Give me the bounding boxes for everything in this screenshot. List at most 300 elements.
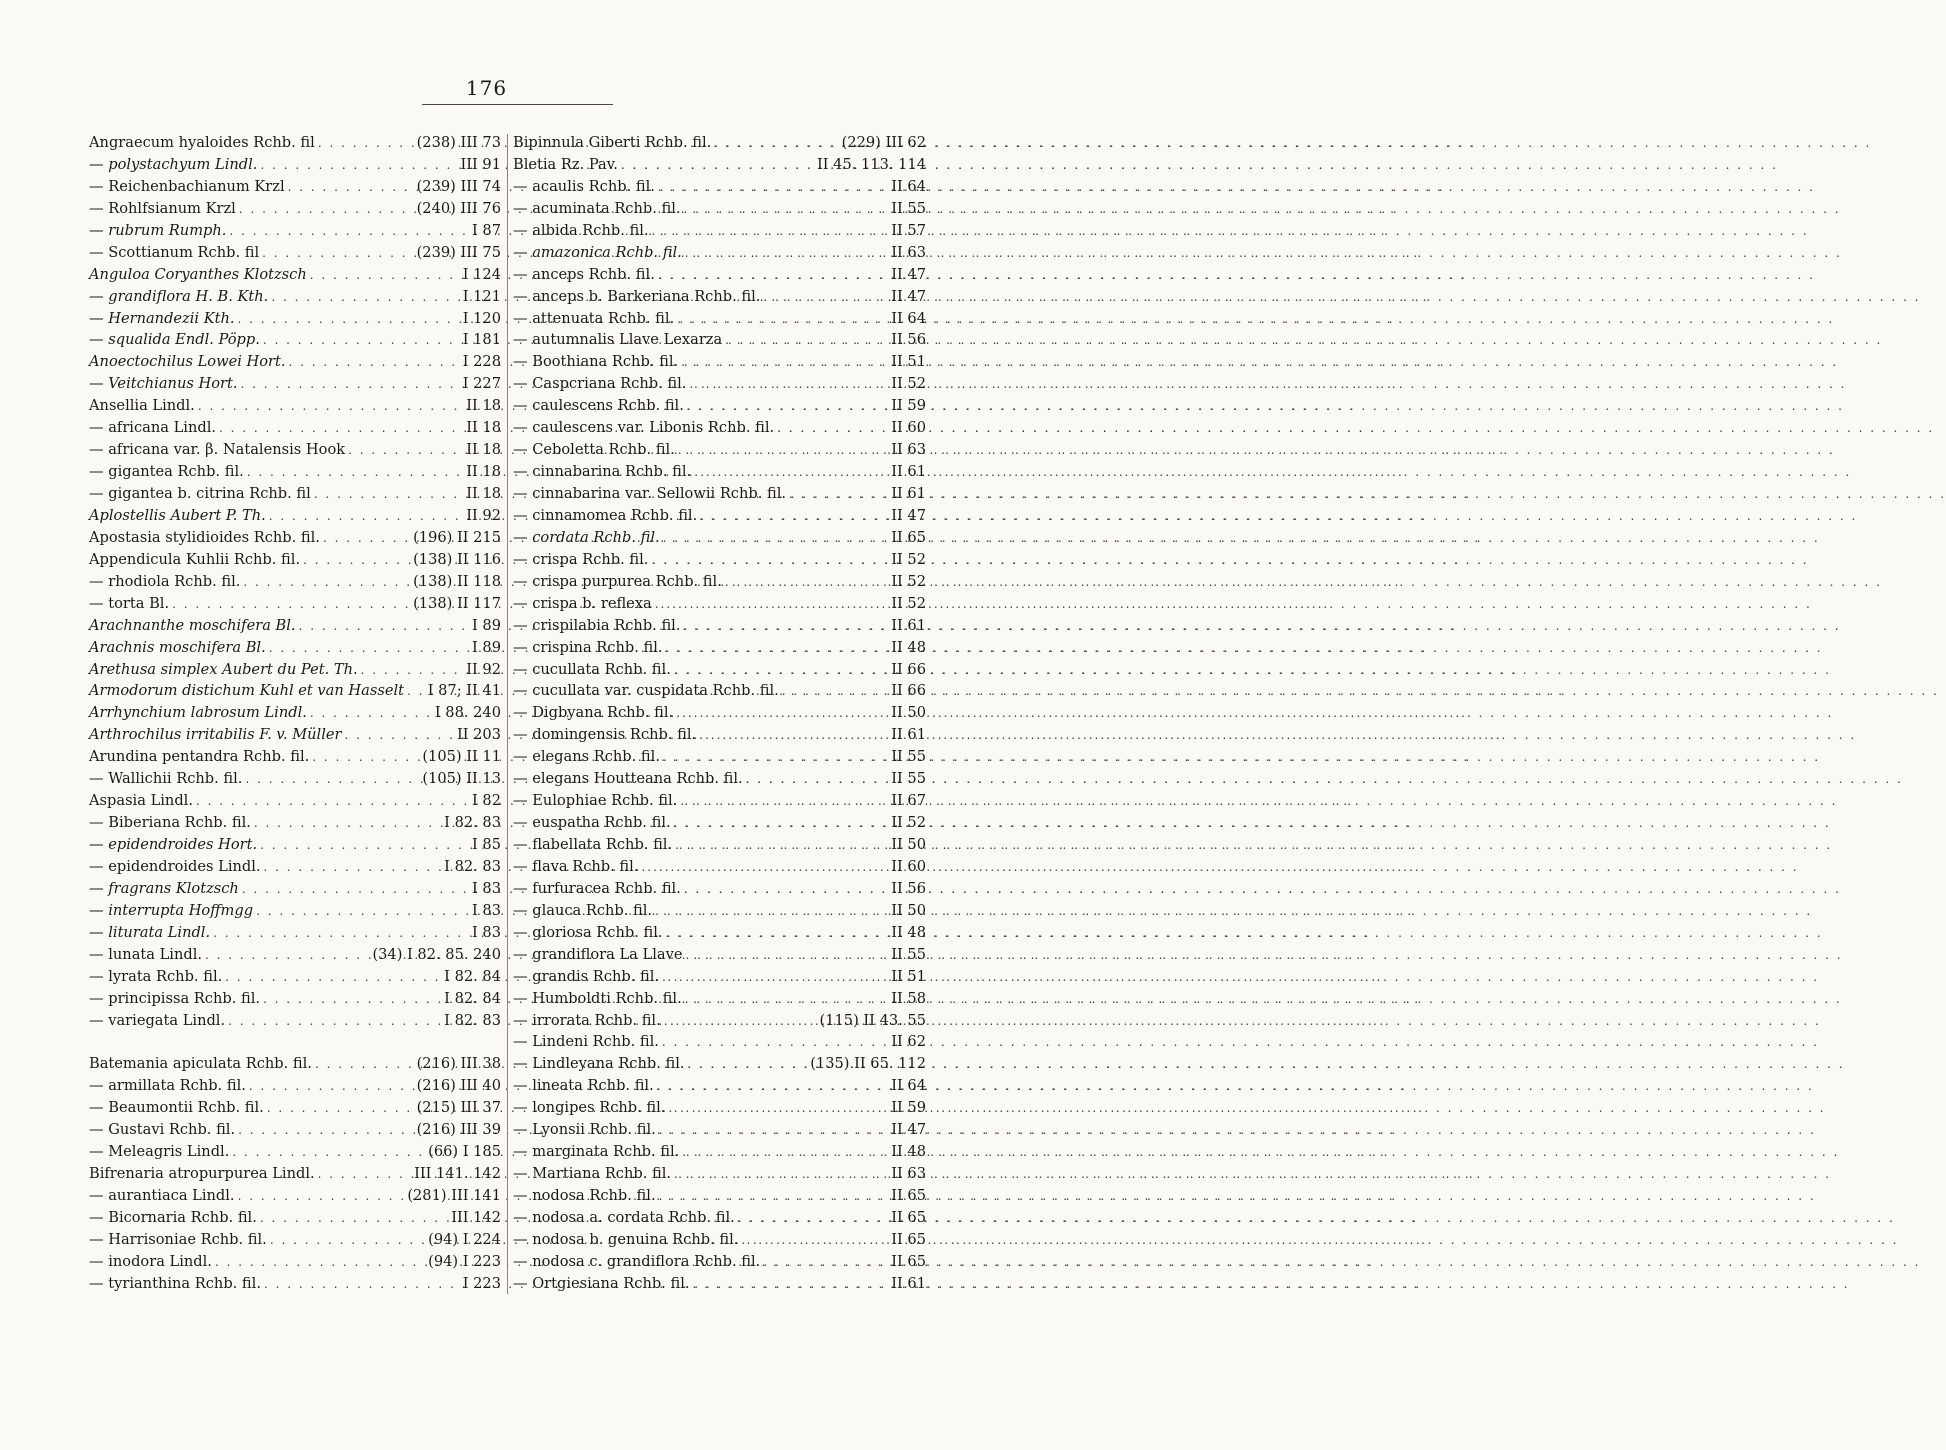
dot-leader xyxy=(228,1011,441,1033)
entry-reference: (105) II 11 xyxy=(422,748,501,766)
dot-leader xyxy=(676,703,888,725)
entry-name: — Digbyana Rchb. fil. xyxy=(513,704,674,722)
entry-reference: II 63 xyxy=(891,243,926,261)
entry-reference: I 83 xyxy=(472,923,501,941)
entry-reference: II 64 xyxy=(891,1077,926,1095)
entry-name: — Lindleyana Rchb. fil. xyxy=(513,1055,685,1073)
entry-name: — elegans Houtteana Rchb. fil. xyxy=(513,770,743,788)
entry-reference: I 87 xyxy=(472,221,501,239)
index-entry xyxy=(89,724,501,746)
entry-name: — elegans Rchb. fil. xyxy=(513,748,660,766)
entry-reference: II 55 xyxy=(891,748,926,766)
entry-name: — Biberiana Rchb. fil. xyxy=(89,814,251,832)
entry-name: — anceps b. Barkeriana Rchb. fil. xyxy=(513,287,761,305)
index-entry xyxy=(89,242,501,264)
dot-leader xyxy=(238,1186,405,1208)
entry-name: — Lindeni Rchb. fil. xyxy=(513,1033,659,1051)
dot-leader xyxy=(267,1098,414,1120)
dot-leader xyxy=(659,1120,888,1142)
index-entry xyxy=(513,132,926,154)
entry-name: — Ceboletta Rchb. fil. xyxy=(513,441,675,459)
entry-name: — cinnabarina Rchb. fil. xyxy=(513,463,692,481)
entry-name: — variegata Lindl. xyxy=(89,1011,226,1029)
entry-reference: II 92 xyxy=(466,506,501,524)
index-entry xyxy=(513,1097,926,1119)
index-entry xyxy=(89,615,501,637)
index-entry xyxy=(89,373,501,395)
index-entry xyxy=(513,834,926,856)
index-entry xyxy=(513,1251,926,1273)
index-entry xyxy=(513,220,926,242)
index-entry xyxy=(513,593,926,615)
entry-name: — Boothiana Rchb. fil. xyxy=(513,353,679,371)
dot-leader xyxy=(681,352,888,374)
entry-reference: II 92 xyxy=(466,660,501,678)
index-entry xyxy=(513,1010,926,1032)
entry-name: Arundina pentandra Rchb. fil. xyxy=(89,748,310,766)
index-entry xyxy=(89,1207,501,1229)
dot-leader xyxy=(674,813,889,835)
dot-leader xyxy=(198,396,463,418)
index-entry xyxy=(89,878,501,900)
entry-reference: II 61 xyxy=(891,726,926,744)
index-entry xyxy=(89,571,501,593)
dot-leader xyxy=(621,155,814,177)
dot-leader xyxy=(655,594,888,616)
dot-leader xyxy=(658,265,888,287)
entry-name: Appendicula Kuhlii Rchb. fil. xyxy=(89,550,301,568)
entry-name: Aspasia Lindl. xyxy=(89,792,193,810)
entry-name: — epidendroides Lindl. xyxy=(89,857,261,875)
index-entry xyxy=(89,351,501,373)
entry-reference: (238) III 73 xyxy=(416,134,501,151)
entry-reference: I 83 xyxy=(472,879,501,897)
entry-reference: II 65 xyxy=(891,1252,926,1270)
dot-leader xyxy=(782,681,888,703)
entry-name: — polystachyum Lindl. xyxy=(89,155,258,173)
entry-name: — Martiana Rchb. fil. xyxy=(513,1165,672,1183)
dot-leader xyxy=(714,133,838,155)
dot-leader xyxy=(260,155,457,177)
dot-leader xyxy=(310,703,432,725)
entry-reference: (105) II 13 xyxy=(422,770,501,788)
entry-reference: II 48 xyxy=(891,1143,926,1161)
entry-reference: (216) III 39 xyxy=(416,1121,501,1139)
index-entry xyxy=(513,878,926,900)
index-entry xyxy=(89,812,501,834)
index-entry xyxy=(89,1273,501,1295)
index-entry xyxy=(89,900,501,922)
index-entry xyxy=(89,549,501,571)
entry-name: — gloriosa Rchb. fil. xyxy=(513,923,663,941)
index-entry xyxy=(513,900,926,922)
dot-leader xyxy=(684,879,888,901)
index-entry xyxy=(513,1185,926,1207)
entry-reference: II 61 xyxy=(891,485,926,502)
index-entry xyxy=(89,1075,501,1097)
entry-name: — Rohlfsianum Krzl xyxy=(89,199,236,217)
dot-leader xyxy=(678,440,888,462)
entry-name: — rubrum Rumph. xyxy=(89,221,227,239)
dot-leader xyxy=(662,967,888,989)
index-entry xyxy=(513,966,926,988)
index-entry xyxy=(89,1097,501,1119)
dot-leader xyxy=(256,901,469,923)
dot-leader xyxy=(666,923,889,945)
entry-name: — acaulis Rchb. fil. xyxy=(513,177,655,195)
index-entry xyxy=(513,373,926,395)
index-column-right xyxy=(513,132,926,1295)
dot-leader xyxy=(687,396,888,418)
dot-leader xyxy=(685,989,889,1011)
entry-reference: III 91 xyxy=(460,155,501,173)
index-entry xyxy=(513,549,926,571)
entry-name: — Meleagris Lindl. xyxy=(89,1143,230,1161)
dot-leader xyxy=(263,989,441,1011)
entry-name: — Eulophiae Rchb. fil. xyxy=(513,792,678,810)
entry-name: — amazonica Rchb. fil. xyxy=(513,243,682,261)
entry-reference: II 65 xyxy=(891,1208,926,1226)
entry-reference: II 63 xyxy=(891,441,926,459)
entry-reference: II 50 xyxy=(891,901,926,919)
entry-name: — irrorata Rchb. fil. xyxy=(513,1011,661,1029)
entry-reference: II 47 xyxy=(891,287,926,305)
entry-name: — euspatha Rchb. fil. xyxy=(513,814,671,832)
index-entry xyxy=(513,944,926,966)
entry-name: — Harrisoniae Rchb. fil. xyxy=(89,1230,267,1248)
entry-name: — tyrianthina Rchb. fil. xyxy=(89,1274,261,1292)
index-entry xyxy=(513,198,926,220)
entry-name: Batemania apiculata Rchb. fil. xyxy=(89,1055,312,1073)
entry-name: — Caspcriana Rchb. fil. xyxy=(513,375,687,393)
entry-name: — interrupta Hoffmgg xyxy=(89,901,254,919)
entry-reference: I 121 xyxy=(462,287,501,305)
dot-leader xyxy=(777,418,888,440)
entry-reference: II 60 xyxy=(891,857,926,875)
index-entry xyxy=(89,395,501,417)
entry-name: — marginata Rchb. fil. xyxy=(513,1143,680,1161)
entry-name: — africana var. β. Natalensis Hook xyxy=(89,441,346,459)
index-entry xyxy=(513,527,926,549)
entry-name: — principissa Rchb. fil. xyxy=(89,989,261,1007)
dot-leader xyxy=(655,901,888,923)
index-entry xyxy=(513,680,926,702)
index-entry xyxy=(89,680,501,702)
index-entry xyxy=(89,439,501,461)
index-entry xyxy=(89,461,501,483)
index-entry xyxy=(89,746,501,768)
index-entry xyxy=(513,461,926,483)
entry-name: — fragrans Klotzsch xyxy=(89,879,239,897)
index-entry xyxy=(513,351,926,373)
dot-leader xyxy=(763,1252,888,1274)
index-entry xyxy=(89,593,501,615)
dot-leader xyxy=(229,221,469,243)
index-entry xyxy=(89,1053,501,1075)
entry-name: — torta Bl. xyxy=(89,594,170,612)
entry-reference: II 203 xyxy=(456,726,501,744)
index-entry xyxy=(89,1229,501,1251)
entry-name: — grandiflora La Llave xyxy=(513,945,683,963)
entry-reference: II 51 xyxy=(891,967,926,985)
entry-reference: II 50 xyxy=(891,836,926,853)
dot-leader xyxy=(243,572,410,594)
entry-reference: III 142 xyxy=(451,1209,501,1226)
index-entry xyxy=(513,242,926,264)
index-entry xyxy=(89,856,501,878)
entry-name: — crispa b. reflexa xyxy=(513,594,652,612)
entry-reference: (215) III 37 xyxy=(416,1099,501,1117)
entry-name: — crispilabia Rchb. fil. xyxy=(513,616,681,634)
index-entry xyxy=(513,483,926,505)
entry-reference: (239) III 75 xyxy=(416,243,501,261)
index-entry xyxy=(89,286,501,308)
entry-reference: II 52 xyxy=(891,550,926,568)
entry-name: Apostasia stylidioides Rchb. fil. xyxy=(89,528,320,546)
entry-reference: II 56 xyxy=(891,879,926,897)
dot-leader xyxy=(666,638,889,660)
dot-leader xyxy=(664,1011,817,1033)
dot-leader xyxy=(641,857,888,879)
index-column-left xyxy=(89,132,501,1295)
entry-reference: II 66 xyxy=(891,660,926,678)
index-entry xyxy=(513,615,926,637)
index-entry xyxy=(513,988,926,1010)
index-entry xyxy=(89,922,501,944)
entry-reference: (239) III 74 xyxy=(416,177,501,195)
entry-name: — cucullata Rchb. fil. xyxy=(513,660,671,678)
index-entry xyxy=(89,1163,501,1185)
dot-leader xyxy=(725,572,888,594)
entry-name: — rhodiola Rchb. fil. xyxy=(89,572,241,590)
entry-name: — Bicornaria Rchb. fil. xyxy=(89,1209,257,1226)
entry-reference: I 82. 84 xyxy=(444,967,501,985)
entry-name: — gigantea Rchb. fil. xyxy=(89,463,244,481)
entry-reference: II 50 xyxy=(891,704,926,722)
entry-name: — nodosa b. genuina Rchb. fil. xyxy=(513,1230,739,1248)
index-entry xyxy=(89,702,501,724)
dot-leader xyxy=(694,462,888,484)
entry-reference: I 124 xyxy=(462,265,501,283)
dot-leader xyxy=(663,528,889,550)
index-entry xyxy=(89,329,501,351)
entry-reference: II 64 xyxy=(891,309,926,327)
dot-leader xyxy=(213,923,469,945)
entry-name: — cucullata var. cuspidata Rchb. fil. xyxy=(513,682,779,700)
dot-leader xyxy=(269,506,463,528)
dot-leader xyxy=(263,330,460,352)
entry-name: — africana Lindl. xyxy=(89,419,216,437)
entry-reference: II 60 xyxy=(891,419,926,437)
entry-name: Anoectochilus Lowei Hort. xyxy=(89,353,286,371)
entry-name: — Gustavi Rchb. fil. xyxy=(89,1121,236,1139)
entry-name: — lyrata Rchb. fil. xyxy=(89,967,223,985)
index-entry xyxy=(89,944,501,966)
index-entry xyxy=(89,1010,501,1032)
entry-name: — inodora Lindl. xyxy=(89,1252,212,1270)
entry-reference: I 82 xyxy=(472,792,501,810)
entry-name: — Humboldti Rchb. fil. xyxy=(513,989,682,1007)
dot-leader xyxy=(315,1054,414,1076)
entry-reference: II 52 xyxy=(891,594,926,612)
entry-reference: II 57 xyxy=(891,221,926,239)
entry-name: — cinnabarina var. Sellowii Rchb. fil. xyxy=(513,485,787,502)
entry-name: Arthrochilus irritabilis F. v. Müller xyxy=(89,726,342,744)
index-entry xyxy=(89,264,501,286)
index-entry xyxy=(89,483,501,505)
entry-reference: I 82. 83 xyxy=(444,814,501,832)
entry-name: Armodorum distichum Kuhl et van Hasselt xyxy=(89,682,404,700)
entry-name: — lunata Lindl. xyxy=(89,945,203,963)
entry-name: — crispina Rchb. fil. xyxy=(513,638,663,656)
entry-name: — furfuracea Rchb. fil. xyxy=(513,879,681,897)
entry-name: Angraecum hyaloides Rchb. fil xyxy=(89,134,315,151)
index-entry xyxy=(513,264,926,286)
entry-name: — epidendroides Hort. xyxy=(89,836,258,853)
entry-name: Bletia Rz. Pav. xyxy=(513,155,618,173)
dot-leader xyxy=(303,550,410,572)
entry-reference: II 62 xyxy=(891,1033,926,1051)
dot-leader xyxy=(693,1274,889,1296)
entry-reference: I 227 xyxy=(462,375,501,393)
dot-leader xyxy=(684,616,889,638)
dot-leader xyxy=(682,1142,888,1164)
entry-name: — anceps Rchb. fil. xyxy=(513,265,655,283)
dot-leader xyxy=(674,1164,888,1186)
entry-reference: II 52 xyxy=(891,572,926,590)
entry-reference: I 223 xyxy=(462,1274,501,1292)
index-entry xyxy=(513,329,926,351)
dot-leader xyxy=(674,660,888,682)
entry-reference: (138) II 116 xyxy=(413,550,501,568)
entry-reference: II 55 xyxy=(891,945,926,963)
dot-leader xyxy=(700,506,888,528)
entry-reference: II 65 xyxy=(891,528,926,546)
entry-reference: I 89 xyxy=(472,638,501,656)
dot-leader xyxy=(677,309,888,331)
index-entry xyxy=(513,659,926,681)
index-entry xyxy=(89,132,501,154)
index-entry xyxy=(89,154,501,176)
entry-name: — lineata Rchb. fil. xyxy=(513,1077,654,1095)
dot-leader xyxy=(668,1098,888,1120)
index-entry xyxy=(89,988,501,1010)
dot-leader xyxy=(254,813,441,835)
entry-reference: II 47 xyxy=(891,265,926,283)
entry-name: — gigantea b. citrina Rchb. fil xyxy=(89,485,311,502)
dot-leader xyxy=(314,484,463,506)
entry-name: — cinnamomea Rchb. fil. xyxy=(513,506,698,524)
entry-name: — aurantiaca Lindl. xyxy=(89,1187,235,1205)
dot-leader xyxy=(738,1208,888,1230)
entry-reference: II 18 xyxy=(466,397,501,415)
dot-leader xyxy=(260,835,469,857)
entry-name: — flava Rchb. fil. xyxy=(513,857,639,875)
entry-name: Bifrenaria atropurpurea Lindl. xyxy=(89,1165,315,1183)
dot-leader xyxy=(310,265,460,287)
dot-leader xyxy=(262,243,413,265)
entry-reference: II 58 xyxy=(891,989,926,1007)
dot-leader xyxy=(789,484,888,506)
index-entry xyxy=(513,746,926,768)
dot-leader xyxy=(172,594,410,616)
entry-name: Arachnis moschifera Bl. xyxy=(89,638,266,656)
index-gap xyxy=(89,1031,501,1053)
entry-reference: II 18 xyxy=(466,419,501,437)
index-entry xyxy=(513,702,926,724)
entry-reference: III 141. 142 xyxy=(414,1165,501,1183)
dot-leader xyxy=(652,221,889,243)
index-entry xyxy=(513,308,926,330)
dot-leader xyxy=(685,243,889,265)
entry-name: — Beaumontii Rchb. fil. xyxy=(89,1099,264,1117)
index-entry xyxy=(89,1251,501,1273)
index-entry xyxy=(513,1163,926,1185)
entry-reference: II 65 xyxy=(891,1230,926,1248)
entry-name: — glauca Rchb. fil. xyxy=(513,901,653,919)
entry-reference: II 63 xyxy=(891,1165,926,1183)
index-entry xyxy=(513,1229,926,1251)
dot-leader xyxy=(312,747,419,769)
index-entry xyxy=(513,812,926,834)
entry-reference: I 228 xyxy=(462,353,501,371)
dot-leader xyxy=(684,199,889,221)
dot-leader xyxy=(741,1230,888,1252)
index-entry xyxy=(513,1053,926,1075)
entry-reference: I 181 xyxy=(462,331,501,349)
entry-reference: II 52 xyxy=(891,375,926,393)
entry-reference: II 59 xyxy=(891,397,926,415)
dot-leader xyxy=(264,1274,460,1296)
entry-reference: II 59 xyxy=(891,1099,926,1117)
column-divider xyxy=(507,134,508,1294)
dot-leader xyxy=(238,309,460,331)
entry-name: — Ortgiesiana Rchb. fil. xyxy=(513,1274,690,1292)
entry-name: — Reichenbachianum Krzl xyxy=(89,177,285,195)
dot-leader xyxy=(361,660,464,682)
dot-leader xyxy=(232,1142,425,1164)
index-entry xyxy=(89,659,501,681)
dot-leader xyxy=(318,133,414,155)
entry-reference: (240) III 76 xyxy=(416,199,501,217)
entry-reference: (135) II 65. 112 xyxy=(810,1055,926,1073)
dot-leader xyxy=(407,681,425,703)
entry-name: — crispa purpurea Rchb. fil. xyxy=(513,572,722,590)
entry-name: Arethusa simplex Aubert du Pet. Th. xyxy=(89,660,358,678)
index-entry xyxy=(89,637,501,659)
index-entry xyxy=(89,308,501,330)
entry-name: — autumnalis Llave Lexarza xyxy=(513,331,723,349)
entry-name: Arachnanthe moschifera Bl. xyxy=(89,616,296,634)
entry-reference: (138) II 118 xyxy=(413,572,501,590)
dot-leader xyxy=(238,1120,413,1142)
entry-reference: II 45. 113. 114 xyxy=(816,155,926,173)
dot-leader xyxy=(318,1164,411,1186)
index-entry xyxy=(513,856,926,878)
index-entry xyxy=(89,505,501,527)
dot-leader xyxy=(196,791,469,813)
header-rule xyxy=(422,104,613,105)
entry-reference: (216) III 40 xyxy=(416,1077,501,1095)
entry-reference: II 18 xyxy=(466,441,501,459)
dot-leader xyxy=(685,945,888,967)
index-entry xyxy=(513,571,926,593)
entry-reference: I 89 xyxy=(472,616,501,634)
dot-leader xyxy=(271,287,459,309)
entry-reference: II 48 xyxy=(891,923,926,941)
dot-leader xyxy=(242,879,469,901)
index-entry xyxy=(513,724,926,746)
